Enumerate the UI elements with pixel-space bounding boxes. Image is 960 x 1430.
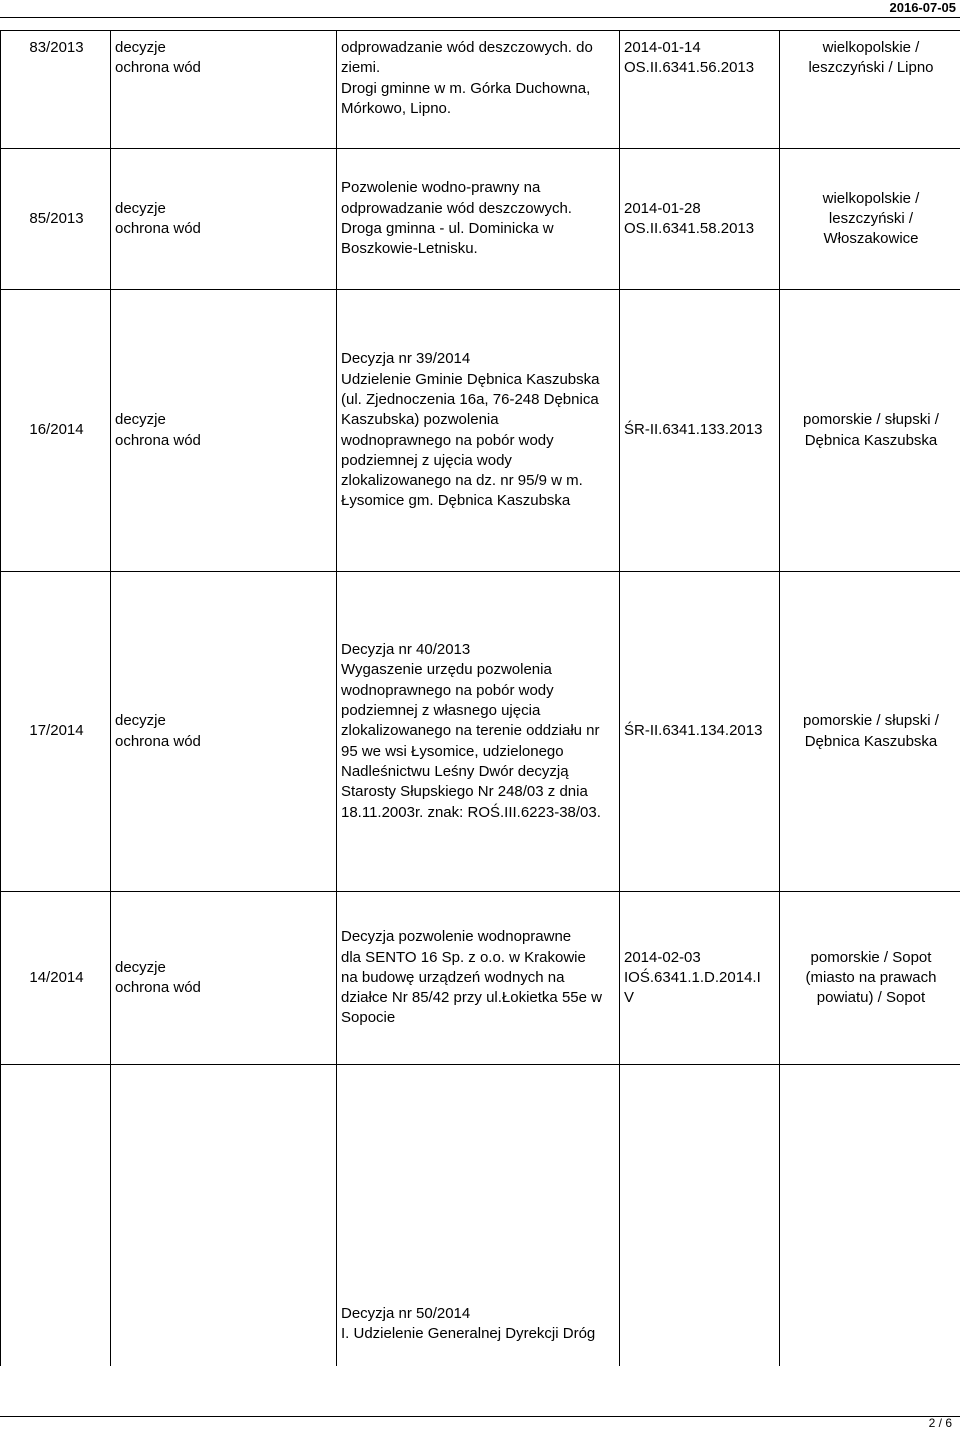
table-row [1,149,960,290]
record-description: Decyzja nr 50/2014 I. Udzielenie Generalnej Dyrekcji Dróg [337,1065,620,1367]
record-category [111,1065,337,1367]
record-signature: 2014-01-28 OS.II.6341.58.2013 [620,149,780,290]
record-category: decyzje ochrona wód [111,290,337,572]
record-description: Decyzja nr 39/2014 Udzielenie Gminie Dębnica Kaszubska (ul. Zjednoczenia 16a, 76-248 Dębnica Kaszubska) pozwolenia wodnoprawnego na pobór wody podziemnej z ujęcia wody zlokalizowanego na dz. nr 95/9 w m. Łysomice gm. Dębnica Kaszubska [337,290,620,572]
records-table-container [0,30,960,1366]
record-category: decyzje ochrona wód [111,31,337,149]
record-number: 17/2014 [1,572,111,892]
record-signature: 2014-02-03 IOŚ.6341.1.D.2014.I V [620,892,780,1065]
record-category: decyzje ochrona wód [111,572,337,892]
record-location: pomorskie / słupski / Dębnica Kaszubska [780,290,960,572]
record-location: wielkopolskie / leszczyński / Włoszakowice [780,149,960,290]
record-location [780,1065,960,1367]
page-number: 2 / 6 [928,1416,952,1430]
record-category: decyzje ochrona wód [111,149,337,290]
header-date: 2016-07-05 [889,0,956,15]
record-number: 16/2014 [1,290,111,572]
record-signature: 2014-01-14 OS.II.6341.56.2013 [620,31,780,149]
record-signature: ŚR-II.6341.133.2013 [620,290,780,572]
record-number: 14/2014 [1,892,111,1065]
record-location: pomorskie / słupski / Dębnica Kaszubska [780,572,960,892]
record-signature: ŚR-II.6341.134.2013 [620,572,780,892]
record-signature [620,1065,780,1367]
record-description: Decyzja nr 40/2013 Wygaszenie urzędu pozwolenia wodnoprawnego na pobór wody podziemnej z własnego ujęcia zlokalizowanego na terenie oddziału nr 95 we wsi Łysomice, udzielonego Nadleśnictwu Leśny Dwór decyzją Starosty Słupskiego Nr 248/03 z dnia 18.11.2003r. znak: ROŚ.III.6223-38/03. [337,572,620,892]
footer-divider [0,1416,960,1417]
record-description: odprowadzanie wód deszczowych. do ziemi. Drogi gminne w m. Górka Duchowna, Mórkowo, Lipno. [337,31,620,149]
table-row [1,290,960,572]
header-divider [0,17,960,18]
table-row [1,1065,960,1367]
record-number: 83/2013 [1,31,111,149]
records-table [0,30,960,1366]
record-number [1,1065,111,1367]
record-description: Decyzja pozwolenie wodnoprawne dla SENTO 16 Sp. z o.o. w Krakowie na budowę urządzeń wodnych na działce Nr 85/42 przy ul.Łokietka 55e w Sopocie [337,892,620,1065]
record-location: pomorskie / Sopot (miasto na prawach powiatu) / Sopot [780,892,960,1065]
table-row [1,572,960,892]
record-category: decyzje ochrona wód [111,892,337,1065]
record-number: 85/2013 [1,149,111,290]
record-description: Pozwolenie wodno-prawny na odprowadzanie wód deszczowych. Droga gminna - ul. Dominicka w Boszkowie-Letnisku. [337,149,620,290]
table-row [1,892,960,1065]
record-location: wielkopolskie / leszczyński / Lipno [780,31,960,149]
table-row [1,31,960,149]
